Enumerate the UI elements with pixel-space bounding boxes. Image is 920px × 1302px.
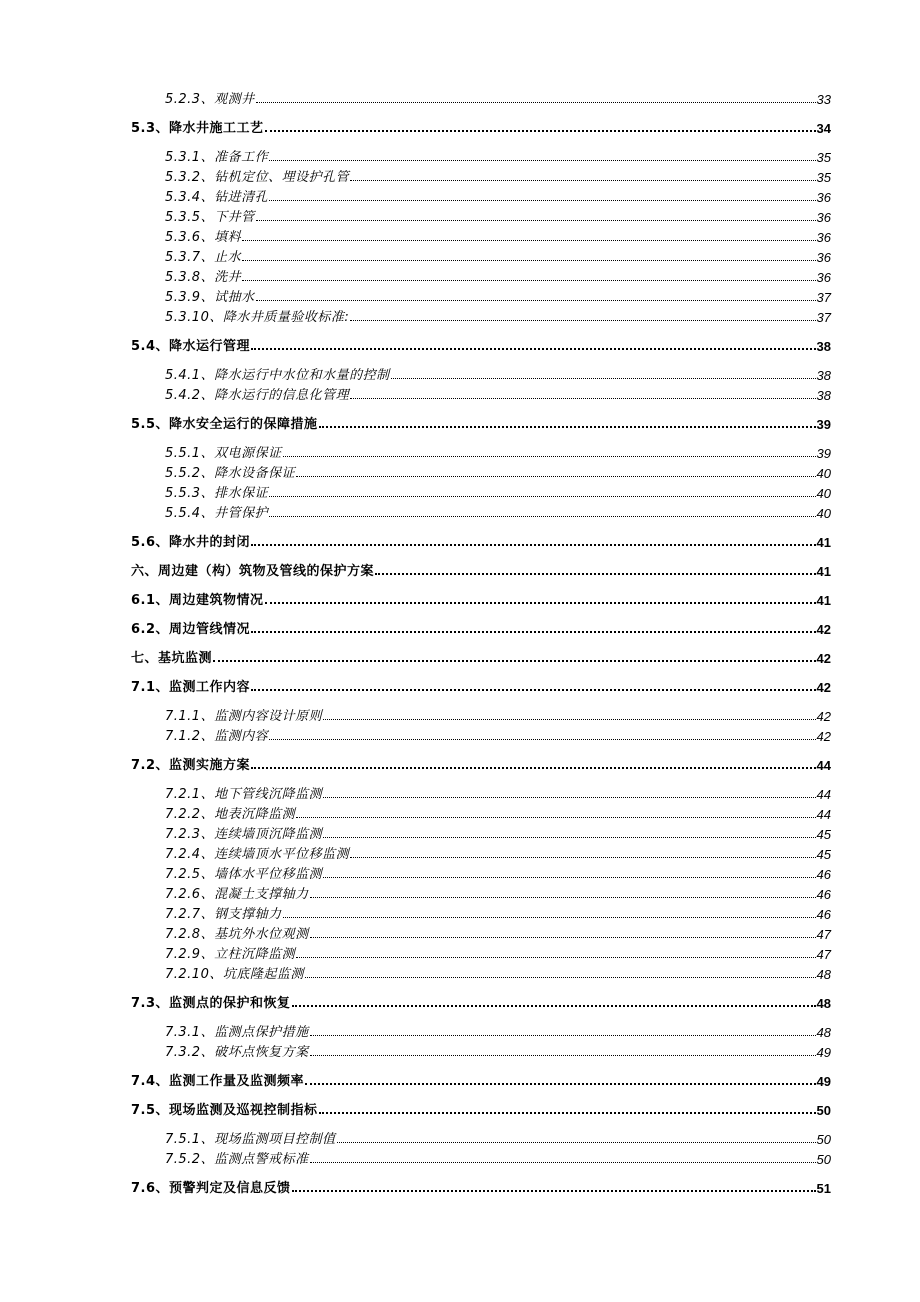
- toc-entry-subheading[interactable]: [165, 227, 831, 245]
- toc-entry-page-number: 36: [816, 270, 831, 285]
- toc-entry-subheading[interactable]: [165, 1149, 831, 1167]
- toc-entry-title: 7.3.2、破坏点恢复方案: [165, 1045, 309, 1060]
- toc-entry-subheading[interactable]: [165, 147, 831, 165]
- toc-entry-title: 5.3.5、下井管: [165, 210, 255, 225]
- toc-dot-leader: [269, 199, 815, 201]
- toc-dot-leader: [283, 455, 816, 457]
- toc-entry-title: 5.3.9、试抽水: [165, 290, 255, 305]
- toc-dot-leader: [256, 219, 816, 221]
- toc-entry-page-number: 35: [816, 150, 831, 165]
- toc-entry-subheading[interactable]: [165, 726, 831, 744]
- toc-entry-heading[interactable]: [131, 1178, 831, 1196]
- toc-entry-title: 5.5、降水安全运行的保障措施: [131, 417, 318, 432]
- toc-entry-title: 6.2、周边管线情况: [131, 622, 251, 637]
- toc-dot-leader: [350, 856, 815, 858]
- toc-entry-subheading[interactable]: [165, 964, 831, 982]
- toc-entry-title: 七、基坑监测: [131, 651, 213, 666]
- toc-entry-title: 7.2.7、钢支撑轴力: [165, 907, 282, 922]
- toc-entry-page-number: 42: [816, 651, 831, 666]
- toc-entry-title: 5.3.10、降水井质量验收标准:: [165, 310, 350, 325]
- toc-dot-leader: [305, 976, 816, 978]
- toc-entry-subheading[interactable]: [165, 463, 831, 481]
- toc-entry-title: 7.3、监测点的保护和恢复: [131, 996, 291, 1011]
- toc-entry-page-number: 47: [816, 947, 831, 962]
- toc-entry-page-number: 51: [816, 1181, 831, 1196]
- toc-entry-heading[interactable]: [131, 619, 831, 637]
- toc-entry-page-number: 36: [816, 230, 831, 245]
- toc-entry-title: 5.5.4、井管保护: [165, 506, 269, 521]
- toc-dot-leader: [323, 718, 815, 720]
- toc-entry-title: 5.5.3、排水保证: [165, 486, 269, 501]
- toc-entry-subheading[interactable]: [165, 267, 831, 285]
- toc-entry-page-number: 41: [816, 593, 831, 608]
- toc-entry-page-number: 50: [816, 1103, 831, 1118]
- toc-dot-leader: [251, 347, 816, 350]
- toc-entry-subheading[interactable]: [165, 385, 831, 403]
- toc-entry-subheading[interactable]: [165, 804, 831, 822]
- toc-dot-leader: [251, 688, 816, 691]
- toc-entry-subheading[interactable]: [165, 247, 831, 265]
- toc-entry-heading[interactable]: [131, 755, 831, 773]
- toc-entry-title: 7.5.1、现场监测项目控制值: [165, 1132, 336, 1147]
- toc-entry-page-number: 38: [816, 339, 831, 354]
- toc-dot-leader: [323, 796, 815, 798]
- toc-entry-subheading[interactable]: [165, 207, 831, 225]
- toc-entry-subheading[interactable]: [165, 864, 831, 882]
- toc-entry-subheading[interactable]: [165, 503, 831, 521]
- toc-dot-leader: [269, 495, 815, 497]
- toc-entry-heading[interactable]: [131, 993, 831, 1011]
- toc-entry-title: 5.5.2、降水设备保证: [165, 466, 296, 481]
- toc-dot-leader: [337, 1141, 816, 1143]
- toc-entry-page-number: 39: [816, 446, 831, 461]
- toc-entry-title: 7.2.3、连续墙顶沉降监测: [165, 827, 323, 842]
- toc-entry-subheading[interactable]: [165, 1129, 831, 1147]
- toc-entry-page-number: 49: [816, 1074, 831, 1089]
- toc-entry-title: 5.6、降水井的封闭: [131, 535, 251, 550]
- toc-dot-leader: [265, 601, 816, 604]
- toc-entry-title: 7.2.10、坑底隆起监测: [165, 967, 304, 982]
- toc-entry-page-number: 42: [816, 680, 831, 695]
- toc-entry-title: 7.4、监测工作量及监测频率: [131, 1074, 305, 1089]
- toc-entry-page-number: 48: [816, 1025, 831, 1040]
- toc-entry-subheading[interactable]: [165, 187, 831, 205]
- toc-entry-page-number: 40: [816, 466, 831, 481]
- toc-entry-page-number: 37: [816, 290, 831, 305]
- toc-entry-title: 5.4.1、降水运行中水位和水量的控制: [165, 368, 390, 383]
- toc-entry-subheading[interactable]: [165, 904, 831, 922]
- toc-entry-subheading[interactable]: [165, 287, 831, 305]
- toc-entry-title: 5.4.2、降水运行的信息化管理: [165, 388, 350, 403]
- toc-dot-leader: [256, 101, 816, 103]
- toc-entry-subheading[interactable]: [165, 483, 831, 501]
- toc-entry-title: 5.3.6、填料: [165, 230, 242, 245]
- toc-dot-leader: [350, 397, 815, 399]
- toc-entry-page-number: 38: [816, 388, 831, 403]
- toc-dot-leader: [292, 1189, 816, 1192]
- toc-entry-page-number: 33: [816, 92, 831, 107]
- toc-entry-page-number: 36: [816, 250, 831, 265]
- toc-entry-subheading[interactable]: [165, 944, 831, 962]
- toc-entry-page-number: 46: [816, 907, 831, 922]
- toc-entry-page-number: 47: [816, 927, 831, 942]
- toc-dot-leader: [296, 816, 815, 818]
- toc-entry-page-number: 42: [816, 729, 831, 744]
- toc-entry-title: 5.3.4、钻进清孔: [165, 190, 269, 205]
- toc-entry-heading[interactable]: [131, 1100, 831, 1118]
- toc-entry-page-number: 44: [816, 787, 831, 802]
- toc-entry-page-number: 49: [816, 1045, 831, 1060]
- toc-dot-leader: [310, 936, 816, 938]
- toc-entry-page-number: 46: [816, 887, 831, 902]
- toc-dot-leader: [319, 425, 816, 428]
- toc-dot-leader: [323, 876, 815, 878]
- toc-dot-leader: [269, 515, 815, 517]
- toc-entry-title: 7.2.5、墙体水平位移监测: [165, 867, 323, 882]
- toc-entry-title: 7.1、监测工作内容: [131, 680, 251, 695]
- toc-dot-leader: [251, 766, 816, 769]
- toc-entry-page-number: 41: [816, 564, 831, 579]
- toc-dot-leader: [319, 1111, 816, 1114]
- toc-entry-subheading[interactable]: [165, 706, 831, 724]
- toc-entry-heading[interactable]: [131, 532, 831, 550]
- toc-entry-page-number: 50: [816, 1152, 831, 1167]
- toc-entry-heading[interactable]: [131, 336, 831, 354]
- toc-entry-heading[interactable]: [131, 648, 831, 666]
- toc-entry-title: 5.3.8、洗井: [165, 270, 242, 285]
- toc-entry-page-number: 37: [816, 310, 831, 325]
- toc-dot-leader: [375, 572, 816, 575]
- toc-entry-page-number: 44: [816, 807, 831, 822]
- toc-entry-heading[interactable]: [131, 118, 831, 136]
- toc-dot-leader: [350, 319, 815, 321]
- toc-entry-subheading[interactable]: [165, 365, 831, 383]
- toc-entry-title: 7.2、监测实施方案: [131, 758, 251, 773]
- toc-entry-subheading[interactable]: [165, 1022, 831, 1040]
- toc-entry-subheading[interactable]: [165, 443, 831, 461]
- toc-entry-title: 六、周边建（构）筑物及管线的保护方案: [131, 564, 375, 579]
- toc-dot-leader: [242, 239, 815, 241]
- toc-entry-title: 7.2.6、混凝土支撑轴力: [165, 887, 309, 902]
- toc-dot-leader: [323, 836, 815, 838]
- toc-entry-page-number: 48: [816, 967, 831, 982]
- toc-entry-page-number: 45: [816, 847, 831, 862]
- toc-dot-leader: [310, 1034, 816, 1036]
- toc-entry-heading[interactable]: [131, 561, 831, 579]
- toc-entry-title: 7.2.1、地下管线沉降监测: [165, 787, 323, 802]
- toc-dot-leader: [242, 259, 815, 261]
- toc-dot-leader: [305, 1082, 816, 1085]
- toc-entry-heading[interactable]: [131, 1071, 831, 1089]
- toc-entry-page-number: 42: [816, 622, 831, 637]
- toc-entry-heading[interactable]: [131, 590, 831, 608]
- toc-entry-title: 7.2.9、立柱沉降监测: [165, 947, 296, 962]
- toc-entry-subheading[interactable]: [165, 307, 831, 325]
- toc-dot-leader: [292, 1004, 816, 1007]
- toc-entry-page-number: 48: [816, 996, 831, 1011]
- toc-dot-leader: [296, 475, 815, 477]
- toc-entry-page-number: 39: [816, 417, 831, 432]
- toc-dot-leader: [296, 956, 815, 958]
- toc-dot-leader: [213, 659, 816, 662]
- toc-entry-page-number: 42: [816, 709, 831, 724]
- toc-entry-page-number: 34: [816, 121, 831, 136]
- toc-entry-title: 7.6、预警判定及信息反馈: [131, 1181, 291, 1196]
- toc-entry-page-number: 36: [816, 190, 831, 205]
- toc-dot-leader: [265, 129, 816, 132]
- toc-entry-page-number: 35: [816, 170, 831, 185]
- toc-entry-subheading[interactable]: [165, 167, 831, 185]
- toc-entry-page-number: 50: [816, 1132, 831, 1147]
- toc-entry-page-number: 41: [816, 535, 831, 550]
- toc-dot-leader: [310, 1161, 816, 1163]
- toc-entry-page-number: 46: [816, 867, 831, 882]
- toc-dot-leader: [256, 299, 816, 301]
- toc-entry-title: 5.5.1、双电源保证: [165, 446, 282, 461]
- toc-entry-title: 5.2.3、观测井: [165, 92, 255, 107]
- toc-entry-title: 5.3.2、钻机定位、埋设护孔管: [165, 170, 350, 185]
- toc-entry-title: 5.4、降水运行管理: [131, 339, 251, 354]
- toc-entry-page-number: 36: [816, 210, 831, 225]
- toc-dot-leader: [269, 738, 815, 740]
- toc-entry-subheading[interactable]: [165, 844, 831, 862]
- toc-entry-subheading[interactable]: [165, 89, 831, 107]
- toc-entry-subheading[interactable]: [165, 784, 831, 802]
- toc-dot-leader: [251, 630, 816, 633]
- toc-dot-leader: [350, 179, 815, 181]
- toc-entry-page-number: 40: [816, 486, 831, 501]
- toc-dot-leader: [391, 377, 816, 379]
- toc-entry-subheading[interactable]: [165, 884, 831, 902]
- toc-dot-leader: [310, 896, 816, 898]
- toc-entry-title: 7.1.2、监测内容: [165, 729, 269, 744]
- toc-entry-title: 6.1、周边建筑物情况: [131, 593, 264, 608]
- toc-dot-leader: [310, 1054, 816, 1056]
- toc-entry-title: 7.1.1、监测内容设计原则: [165, 709, 323, 724]
- toc-entry-heading[interactable]: [131, 677, 831, 695]
- toc-entry-title: 7.3.1、监测点保护措施: [165, 1025, 309, 1040]
- toc-entry-title: 7.5、现场监测及巡视控制指标: [131, 1103, 318, 1118]
- toc-entry-page-number: 40: [816, 506, 831, 521]
- toc-dot-leader: [283, 916, 816, 918]
- toc-entry-subheading[interactable]: [165, 924, 831, 942]
- toc-entry-subheading[interactable]: [165, 1042, 831, 1060]
- toc-dot-leader: [242, 279, 815, 281]
- toc-entry-title: 7.2.8、基坑外水位观测: [165, 927, 309, 942]
- toc-entry-title: 7.2.4、连续墙顶水平位移监测: [165, 847, 350, 862]
- toc-dot-leader: [251, 543, 816, 546]
- toc-entry-title: 7.5.2、监测点警戒标准: [165, 1152, 309, 1167]
- toc-entry-subheading[interactable]: [165, 824, 831, 842]
- toc-entry-heading[interactable]: [131, 414, 831, 432]
- toc-entry-page-number: 45: [816, 827, 831, 842]
- toc-entry-title: 5.3.1、准备工作: [165, 150, 269, 165]
- toc-entry-page-number: 38: [816, 368, 831, 383]
- toc-entry-title: 5.3、降水井施工工艺: [131, 121, 264, 136]
- toc-entry-page-number: 44: [816, 758, 831, 773]
- toc-entry-title: 7.2.2、地表沉降监测: [165, 807, 296, 822]
- toc-entry-title: 5.3.7、止水: [165, 250, 242, 265]
- toc-dot-leader: [269, 159, 815, 161]
